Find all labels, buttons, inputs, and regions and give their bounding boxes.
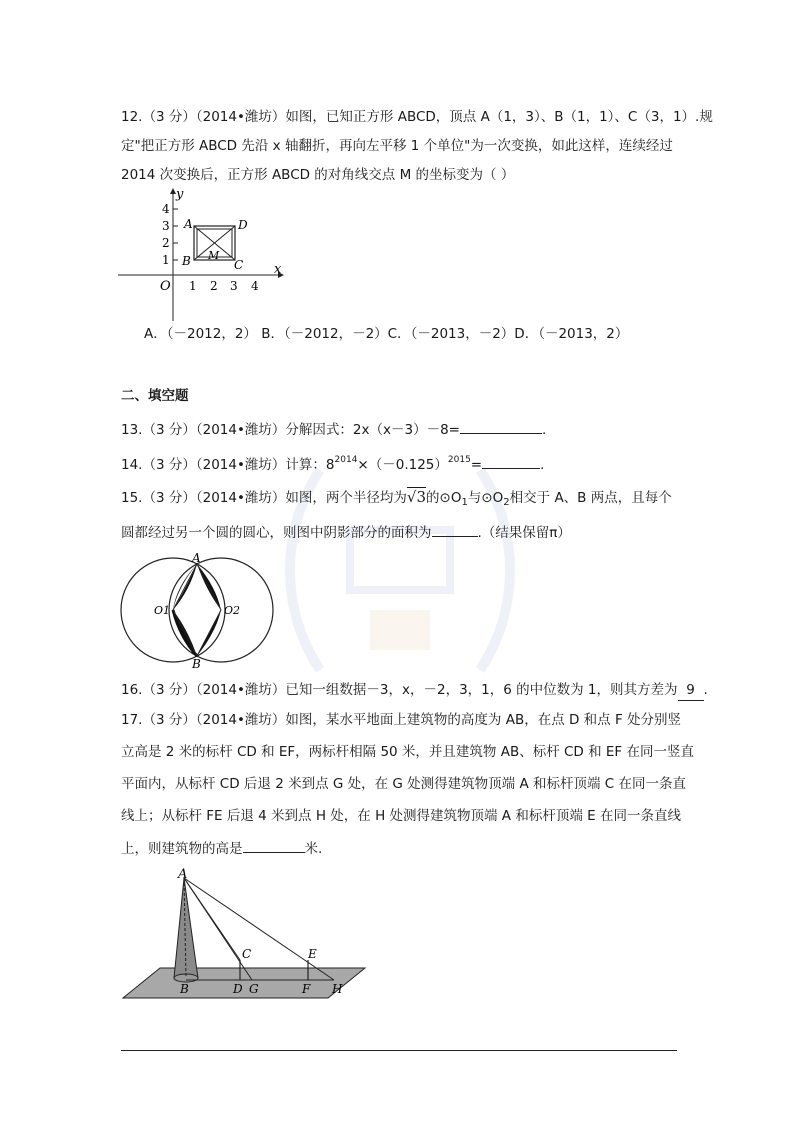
q15-line2 [121,522,686,543]
point-D-label: D [238,218,248,232]
q15-line1c: 与⊙O [467,490,504,506]
section-title: 二、填空题 [121,388,189,404]
q17-label-D: D [233,982,243,996]
q15-line2-end: .（结果保留π） [477,525,571,541]
q14-blank [482,454,540,469]
q15-sub2: 2 [503,497,510,508]
q17-label-F: F [302,982,311,996]
q17-line2: 立高是 2 米的标杆 CD 和 EF，两标杆相隔 50 米，并且建筑物 AB、标杆 CD 和 EF 在同一竖直 [121,744,694,760]
q13-text: 13.（3 分）（2014•潍坊）分解因式：2x（x－3）－8= [121,422,460,438]
q17-label-A: A [178,868,188,882]
q15-label-A: A [192,552,201,565]
q16-end: . [703,682,708,698]
x-tick-1: 1 [189,279,197,293]
q12-line2: 定"把正方形 ABCD 先沿 x 轴翻折，再向左平移 1 个单位"为一次变换，如此这样，连续经过 [121,138,673,154]
q17-label-H: H [332,982,343,996]
q15-figure [118,552,278,670]
q15-line1a: 15.（3 分）（2014•潍坊）如图，两个半径均为 [121,490,407,506]
x-tick-3: 3 [230,279,238,293]
q17-line5-text: 上，则建筑物的高是 [121,841,243,857]
q14-mid: ×（－0.125） [357,457,448,473]
y-tick-3: 3 [162,219,170,233]
q17-figure [118,868,373,1003]
q15-line1b: 的⊙O [426,490,462,506]
q15-line1 [121,487,686,513]
y-tick-4: 4 [162,202,170,216]
q16-answer: 9 [678,680,704,701]
origin-label: O [160,279,171,294]
q12-line3: 2014 次变换后，正方形 ABCD 的对角线交点 M 的坐标变为（ ） [121,167,515,183]
watermark-logo [280,440,520,700]
q17-line5-end: 米. [304,841,323,857]
q12-figure [118,188,288,323]
q15-label-O2: O2 [224,604,241,617]
footer-rule [121,1050,677,1051]
q13 [121,419,686,440]
q16-text: 16.（3 分）（2014•潍坊）已知一组数据－3，x，－2，3，1，6 的中位数为 1，则其方差为 [121,682,678,698]
q14-exp2: 2015 [447,455,471,465]
q17-label-E: E [308,947,317,961]
q12-line1: 12.（3 分）（2014•潍坊）如图，已知正方形 ABCD，顶点 A（1，3）、B（1，1）、C（3，1）.规 [121,109,713,125]
point-B-label: B [182,254,191,268]
q15-line2-text: 圆都经过另一个圆的圆心，则图中阴影部分的面积为 [121,525,432,541]
q12-options: A．（－2012，2） B．（－2012，－2）C．（－2013，－2）D．（－2013，2） [144,326,629,342]
x-tick-4: 4 [251,279,259,293]
q13-blank [460,419,542,434]
x-tick-2: 2 [210,279,218,293]
q17-line3: 平面内，从标杆 CD 后退 2 米到点 G 处，在 G 处测得建筑物顶端 A 和标杆顶端 C 在同一条直 [121,776,686,792]
q15-label-B: B [192,657,201,670]
y-axis-label: y [176,188,184,202]
point-A-label: A [184,217,193,231]
q15-label-O1: O1 [154,604,171,617]
q15-line1d: 相交于 A、B 两点，且每个 [509,490,672,506]
q16 [121,680,708,701]
q15-blank [432,522,478,537]
x-axis-label: x [274,262,282,277]
q17-blank [243,838,305,853]
q14-prefix: 14.（3 分）（2014•潍坊）计算：8 [121,457,335,473]
point-C-label: C [234,258,244,272]
q15-sqrt: √3 [406,488,427,506]
q15-sub1: 1 [461,497,468,508]
point-M-label: M [208,249,220,262]
q17-line5 [121,838,686,859]
q13-end: . [541,422,547,438]
q14 [121,450,686,475]
q14-exp1: 2014 [334,455,358,465]
q17-label-C: C [242,947,252,961]
q17-line1: 17.（3 分）（2014•潍坊）如图，某水平地面上建筑物的高度为 AB，在点 D 和点 F 处分别竖 [121,712,682,728]
q14-end: . [540,457,545,473]
q17-line4: 线上；从标杆 FE 后退 4 米到点 H 处，在 H 处测得建筑物顶端 A 和标杆顶端 E 在同一条直线 [121,808,681,824]
q14-eq: = [470,457,483,473]
y-tick-1: 1 [162,253,170,267]
q17-label-G: G [249,982,259,996]
q17-label-B: B [180,982,189,996]
y-tick-2: 2 [162,236,170,250]
